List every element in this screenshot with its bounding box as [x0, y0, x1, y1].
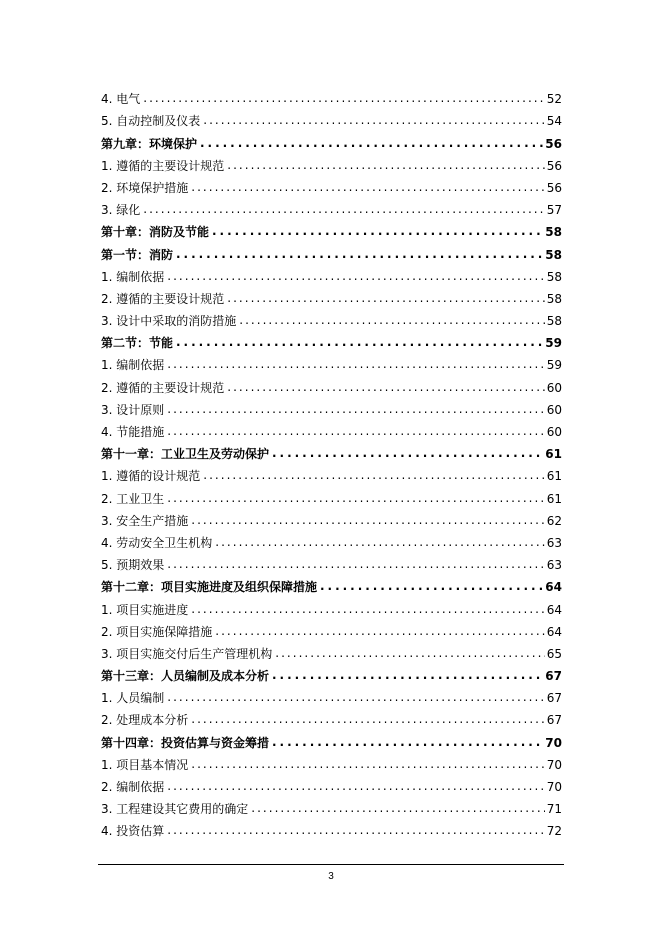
toc-dot-leader: [272, 669, 543, 683]
toc-entry-page: 60: [546, 402, 562, 417]
toc-entry-title: 2. 环境保护措施: [101, 180, 189, 195]
toc-entry[interactable]: [101, 417, 562, 439]
toc-entry-page: 67: [545, 669, 562, 684]
toc-chapter-entry[interactable]: [101, 328, 562, 350]
toc-entry[interactable]: [101, 84, 562, 106]
toc-entry[interactable]: [101, 195, 562, 217]
toc-entry-page: 58: [546, 269, 562, 284]
toc-entry[interactable]: [101, 528, 562, 550]
toc-entry-title: 2. 遵循的主要设计规范: [101, 380, 225, 395]
toc-dot-leader: [191, 514, 544, 528]
toc-dot-leader: [167, 558, 544, 572]
toc-entry-title: 1. 遵循的主要设计规范: [101, 158, 225, 173]
toc-dot-leader: [167, 425, 544, 439]
toc-entry-title: 1. 编制依据: [101, 358, 165, 373]
toc-dot-leader: [227, 159, 544, 173]
toc-dot-leader: [167, 691, 544, 705]
toc-entry[interactable]: [101, 750, 562, 772]
toc-dot-leader: [239, 314, 544, 328]
toc-entry-page: 70: [546, 780, 562, 794]
toc-entry-title: 5. 自动控制及仪表: [101, 114, 201, 129]
toc-entry-title: 2. 处理成本分析: [101, 713, 189, 728]
toc-dot-leader: [272, 736, 543, 750]
toc-entry-page: 67: [546, 713, 562, 728]
footer-divider: [98, 864, 564, 865]
toc-dot-leader: [167, 270, 544, 284]
toc-dot-leader: [176, 248, 543, 262]
toc-entry-page: 70: [545, 735, 562, 750]
toc-dot-leader: [143, 203, 544, 217]
toc-dot-leader: [272, 447, 543, 461]
toc-dot-leader: [191, 713, 544, 727]
toc-entry[interactable]: [101, 461, 562, 483]
toc-entry-title: 第十章：消防及节能: [101, 225, 210, 240]
toc-entry-page: 61: [546, 491, 562, 506]
toc-entry-title: 2. 工业卫生: [101, 491, 165, 506]
toc-entry-page: 52: [546, 92, 562, 107]
toc-entry[interactable]: [101, 683, 562, 705]
toc-entry-title: 3. 设计原则: [101, 402, 165, 417]
toc-entry-title: 3. 项目实施交付后生产管理机构: [101, 646, 273, 661]
toc-entry-title: 1. 项目实施进度: [101, 602, 189, 617]
toc-entry-title: 第十三章：人员编制及成本分析: [101, 669, 270, 684]
toc-dot-leader: [251, 802, 544, 816]
toc-entry-page: 62: [546, 513, 562, 528]
toc-entry[interactable]: [101, 794, 562, 816]
toc-dot-leader: [215, 536, 544, 550]
toc-entry-page: 64: [545, 580, 562, 595]
toc-entry-page: 65: [546, 646, 562, 661]
toc-dot-leader: [203, 469, 544, 483]
toc-entry-title: 3. 安全生产措施: [101, 513, 189, 528]
toc-entry[interactable]: [101, 594, 562, 616]
toc-entry[interactable]: [101, 772, 562, 794]
table-of-contents: [101, 84, 562, 838]
toc-entry[interactable]: [101, 816, 562, 838]
toc-entry-title: 3. 工程建设其它费用的确定: [101, 802, 249, 817]
toc-chapter-entry[interactable]: [101, 727, 562, 749]
toc-entry-page: 56: [546, 158, 562, 173]
toc-entry-page: 59: [545, 336, 562, 351]
toc-entry-title: 第十二章：项目实施进度及组织保障措施: [101, 580, 318, 595]
toc-entry-title: 5. 预期效果: [101, 558, 165, 573]
toc-entry-page: 70: [546, 757, 562, 772]
toc-entry-page: 64: [546, 624, 562, 639]
toc-entry-title: 第二节：节能: [101, 336, 174, 351]
toc-dot-leader: [275, 647, 544, 661]
toc-entry[interactable]: [101, 350, 562, 372]
toc-entry[interactable]: [101, 483, 562, 505]
toc-entry[interactable]: [101, 151, 562, 173]
toc-entry-title: 第十四章：投资估算与资金筹措: [101, 735, 270, 750]
toc-entry[interactable]: [101, 550, 562, 572]
toc-entry-page: 59: [546, 358, 562, 373]
toc-dot-leader: [143, 92, 544, 106]
toc-entry-title: 1. 人员编制: [101, 691, 165, 706]
toc-entry-title: 3. 绿化: [101, 203, 141, 218]
toc-dot-leader: [203, 114, 544, 128]
toc-entry-page: 71: [546, 802, 562, 817]
toc-entry-page: 57: [546, 203, 562, 218]
toc-entry-title: 1. 项目基本情况: [101, 757, 189, 772]
toc-dot-leader: [167, 358, 544, 372]
toc-chapter-entry[interactable]: [101, 439, 562, 461]
toc-entry-page: 64: [546, 602, 562, 617]
toc-dot-leader: [227, 381, 544, 395]
toc-entry-title: 2. 编制依据: [101, 780, 165, 794]
toc-entry-page: 56: [545, 136, 562, 151]
toc-dot-leader: [191, 758, 544, 772]
toc-entry-title: 2. 项目实施保障措施: [101, 624, 213, 639]
toc-chapter-entry[interactable]: [101, 572, 562, 594]
toc-dot-leader: [176, 336, 543, 350]
toc-dot-leader: [167, 824, 544, 838]
toc-entry[interactable]: [101, 262, 562, 284]
toc-dot-leader: [167, 403, 544, 417]
toc-entry-page: 60: [546, 425, 562, 439]
toc-dot-leader: [215, 625, 544, 639]
toc-entry-title: 1. 编制依据: [101, 269, 165, 284]
toc-dot-leader: [227, 292, 544, 306]
toc-dot-leader: [200, 137, 543, 151]
toc-entry-page: 58: [545, 225, 562, 240]
toc-chapter-entry[interactable]: [101, 239, 562, 261]
toc-entry-page: 58: [545, 247, 562, 262]
toc-entry[interactable]: [101, 284, 562, 306]
toc-entry-page: 54: [546, 114, 562, 129]
toc-entry[interactable]: [101, 617, 562, 639]
toc-entry-page: 60: [546, 380, 562, 395]
toc-entry[interactable]: [101, 506, 562, 528]
toc-dot-leader: [167, 492, 544, 506]
toc-entry-title: 3. 设计中采取的消防措施: [101, 314, 237, 329]
toc-entry-page: 67: [546, 691, 562, 706]
toc-entry-page: 63: [546, 535, 562, 550]
toc-dot-leader: [212, 225, 543, 239]
toc-entry-page: 61: [546, 469, 562, 484]
toc-entry-page: 72: [546, 824, 562, 839]
toc-entry-title: 4. 劳动安全卫生机构: [101, 535, 213, 550]
toc-entry-page: 61: [545, 447, 562, 462]
toc-dot-leader: [320, 580, 543, 594]
toc-dot-leader: [191, 603, 544, 617]
toc-entry[interactable]: [101, 306, 562, 328]
toc-entry[interactable]: [101, 372, 562, 394]
toc-entry-title: 2. 遵循的主要设计规范: [101, 291, 225, 306]
toc-entry[interactable]: [101, 173, 562, 195]
page-number: 3: [328, 871, 334, 882]
toc-chapter-entry[interactable]: [101, 661, 562, 683]
toc-chapter-entry[interactable]: [101, 128, 562, 150]
toc-entry-title: 第一节：消防: [101, 247, 174, 262]
toc-entry-page: 56: [546, 180, 562, 195]
toc-chapter-entry[interactable]: [101, 217, 562, 239]
toc-entry-page: 58: [546, 291, 562, 306]
toc-dot-leader: [191, 181, 544, 195]
toc-entry[interactable]: [101, 705, 562, 727]
toc-dot-leader: [167, 780, 544, 794]
toc-entry-page: 63: [546, 558, 562, 573]
toc-entry-title: 1. 遵循的设计规范: [101, 469, 201, 484]
toc-entry-title: 4. 投资估算: [101, 824, 165, 839]
toc-entry-title: 4. 节能措施: [101, 425, 165, 439]
toc-entry-title: 4. 电气: [101, 92, 141, 107]
toc-entry[interactable]: [101, 639, 562, 661]
toc-entry[interactable]: [101, 395, 562, 417]
toc-entry-title: 第九章：环境保护: [101, 136, 198, 151]
toc-entry-page: 58: [546, 314, 562, 329]
toc-entry[interactable]: [101, 106, 562, 128]
toc-entry-title: 第十一章：工业卫生及劳动保护: [101, 447, 270, 462]
